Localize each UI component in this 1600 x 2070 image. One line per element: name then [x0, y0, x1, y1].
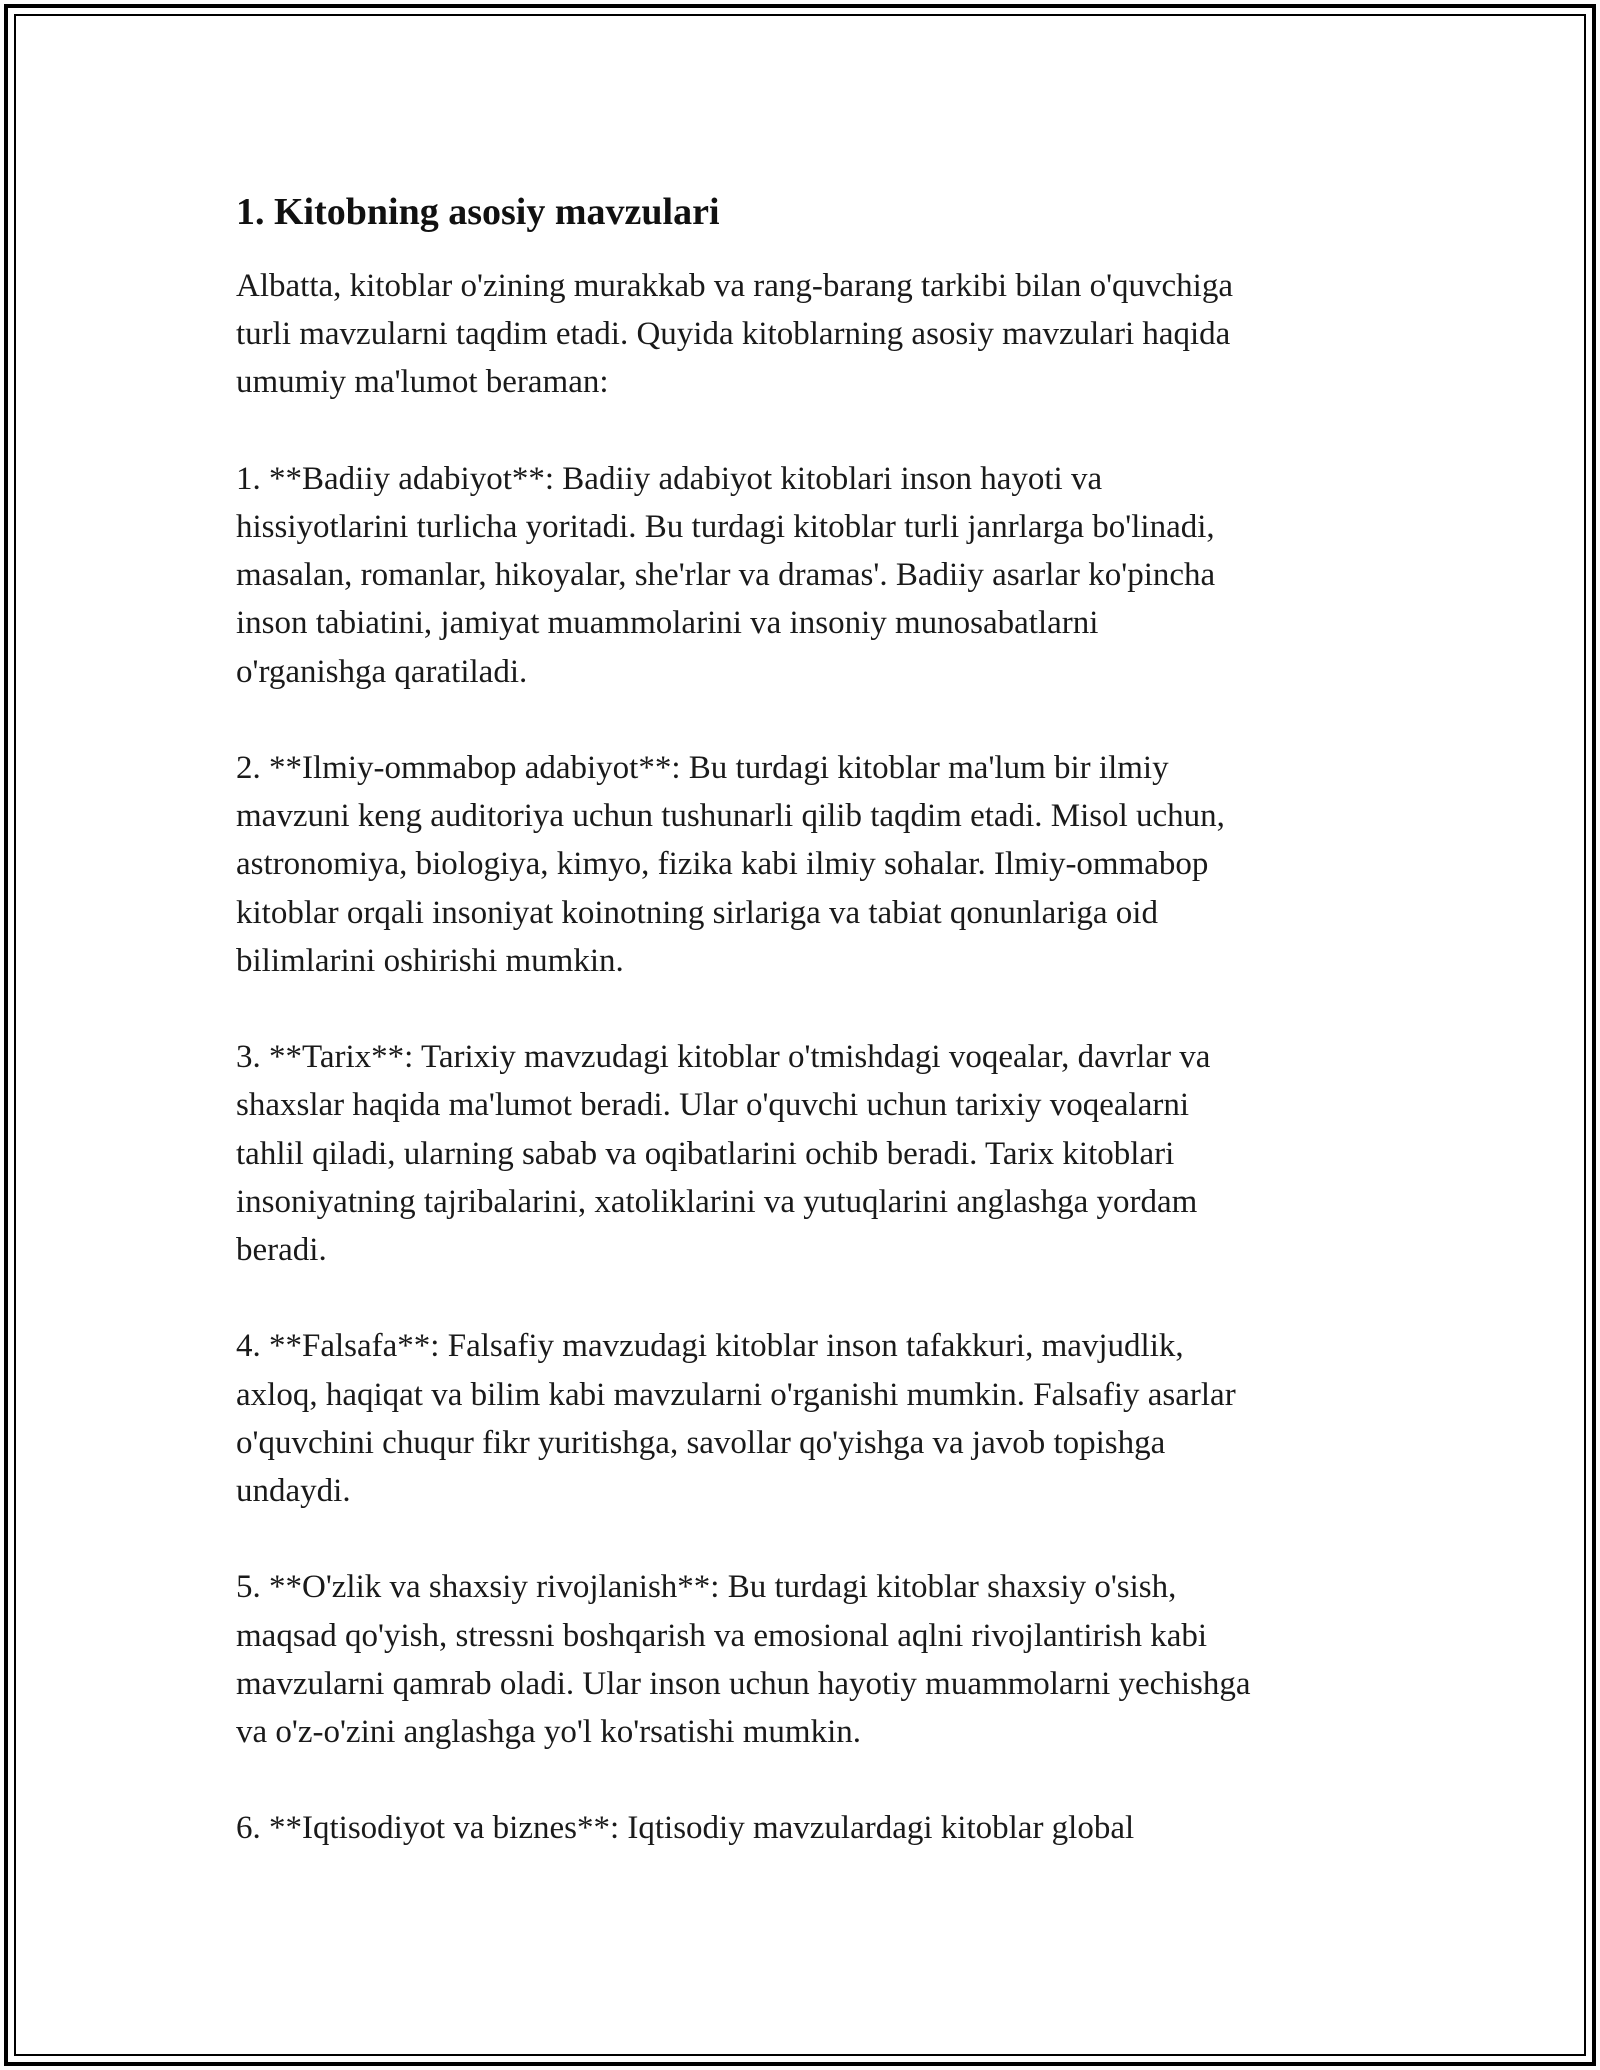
- section-heading: 1. Kitobning asosiy mavzulari: [236, 191, 720, 233]
- intro-paragraph: Albatta, kitoblar o'zining murakkab va rang-barang tarkibi bilan o'quvchiga turli mavzularni taqdim etadi. Quyida kitoblarning asosiy mavzulari haqida umumiy ma'lumot beraman:: [236, 268, 1233, 401]
- paragraph-iqtisodiyot-biznes: 6. **Iqtisodiyot va biznes**: Iqtisodiy mavzulardagi kitoblar global: [236, 1810, 1135, 1847]
- paragraph-tarix: 3. **Tarix**: Tarixiy mavzudagi kitoblar o'tmishdagi voqealar, davrlar va shaxslar haqida ma'lumot beradi. Ular o'quvchi uchun tarixiy voqealarni tahlil qiladi, ularning sabab va oqibatlarini ochib beradi. Tarix kitoblari insoniyatning tajribalarini, xatoliklarini va yutuqlarini anglashga yordam beradi.: [236, 1039, 1211, 1269]
- paragraph-badiiy-adabiyot: 1. **Badiiy adabiyot**: Badiiy adabiyot kitoblari inson hayoti va hissiyotlarini turlicha yoritadi. Bu turdagi kitoblar turli janrlarga bo'linadi, masalan, romanlar, hikoyalar, she'rlar va dramas'. Badiiy asarlar ko'pincha inson tabiatini, jamiyat muammolarini va insoniy munosabatlarni o'rganishga qaratiladi.: [236, 460, 1216, 690]
- paragraph-ilmiy-ommabop: 2. **Ilmiy-ommabop adabiyot**: Bu turdagi kitoblar ma'lum bir ilmiy mavzuni keng auditoriya uchun tushunarli qilib taqdim etadi. Misol uchun, astronomiya, biologiya, kimyo, fizika kabi ilmiy sohalar. Ilmiy-ommabop kitoblar orqali insoniyat koinotning sirlariga va tabiat qonunlariga oid bilimlarini oshirishi mumkin.: [236, 750, 1225, 979]
- document-body: [236, 184, 1386, 1853]
- paragraph-ozlik-rivojlanish: 5. **O'zlik va shaxsiy rivojlanish**: Bu turdagi kitoblar shaxsiy o'sish, maqsad qo'yish, stressni boshqarish va emosional aqlni rivojlantirish kabi mavzularni qamrab oladi. Ular inson uchun hayotiy muammolarni yechishga va o'z-o'zini anglashga yo'l ko'rsatishi mumkin.: [236, 1569, 1251, 1751]
- paragraph-falsafa: 4. **Falsafa**: Falsafiy mavzudagi kitoblar inson tafakkuri, mavjudlik, axloq, haqiqat va bilim kabi mavzularni o'rganishi mumkin. Falsafiy asarlar o'quvchini chuqur fikr yuritishga, savollar qo'yishga va javob topishga undaydi.: [236, 1328, 1236, 1510]
